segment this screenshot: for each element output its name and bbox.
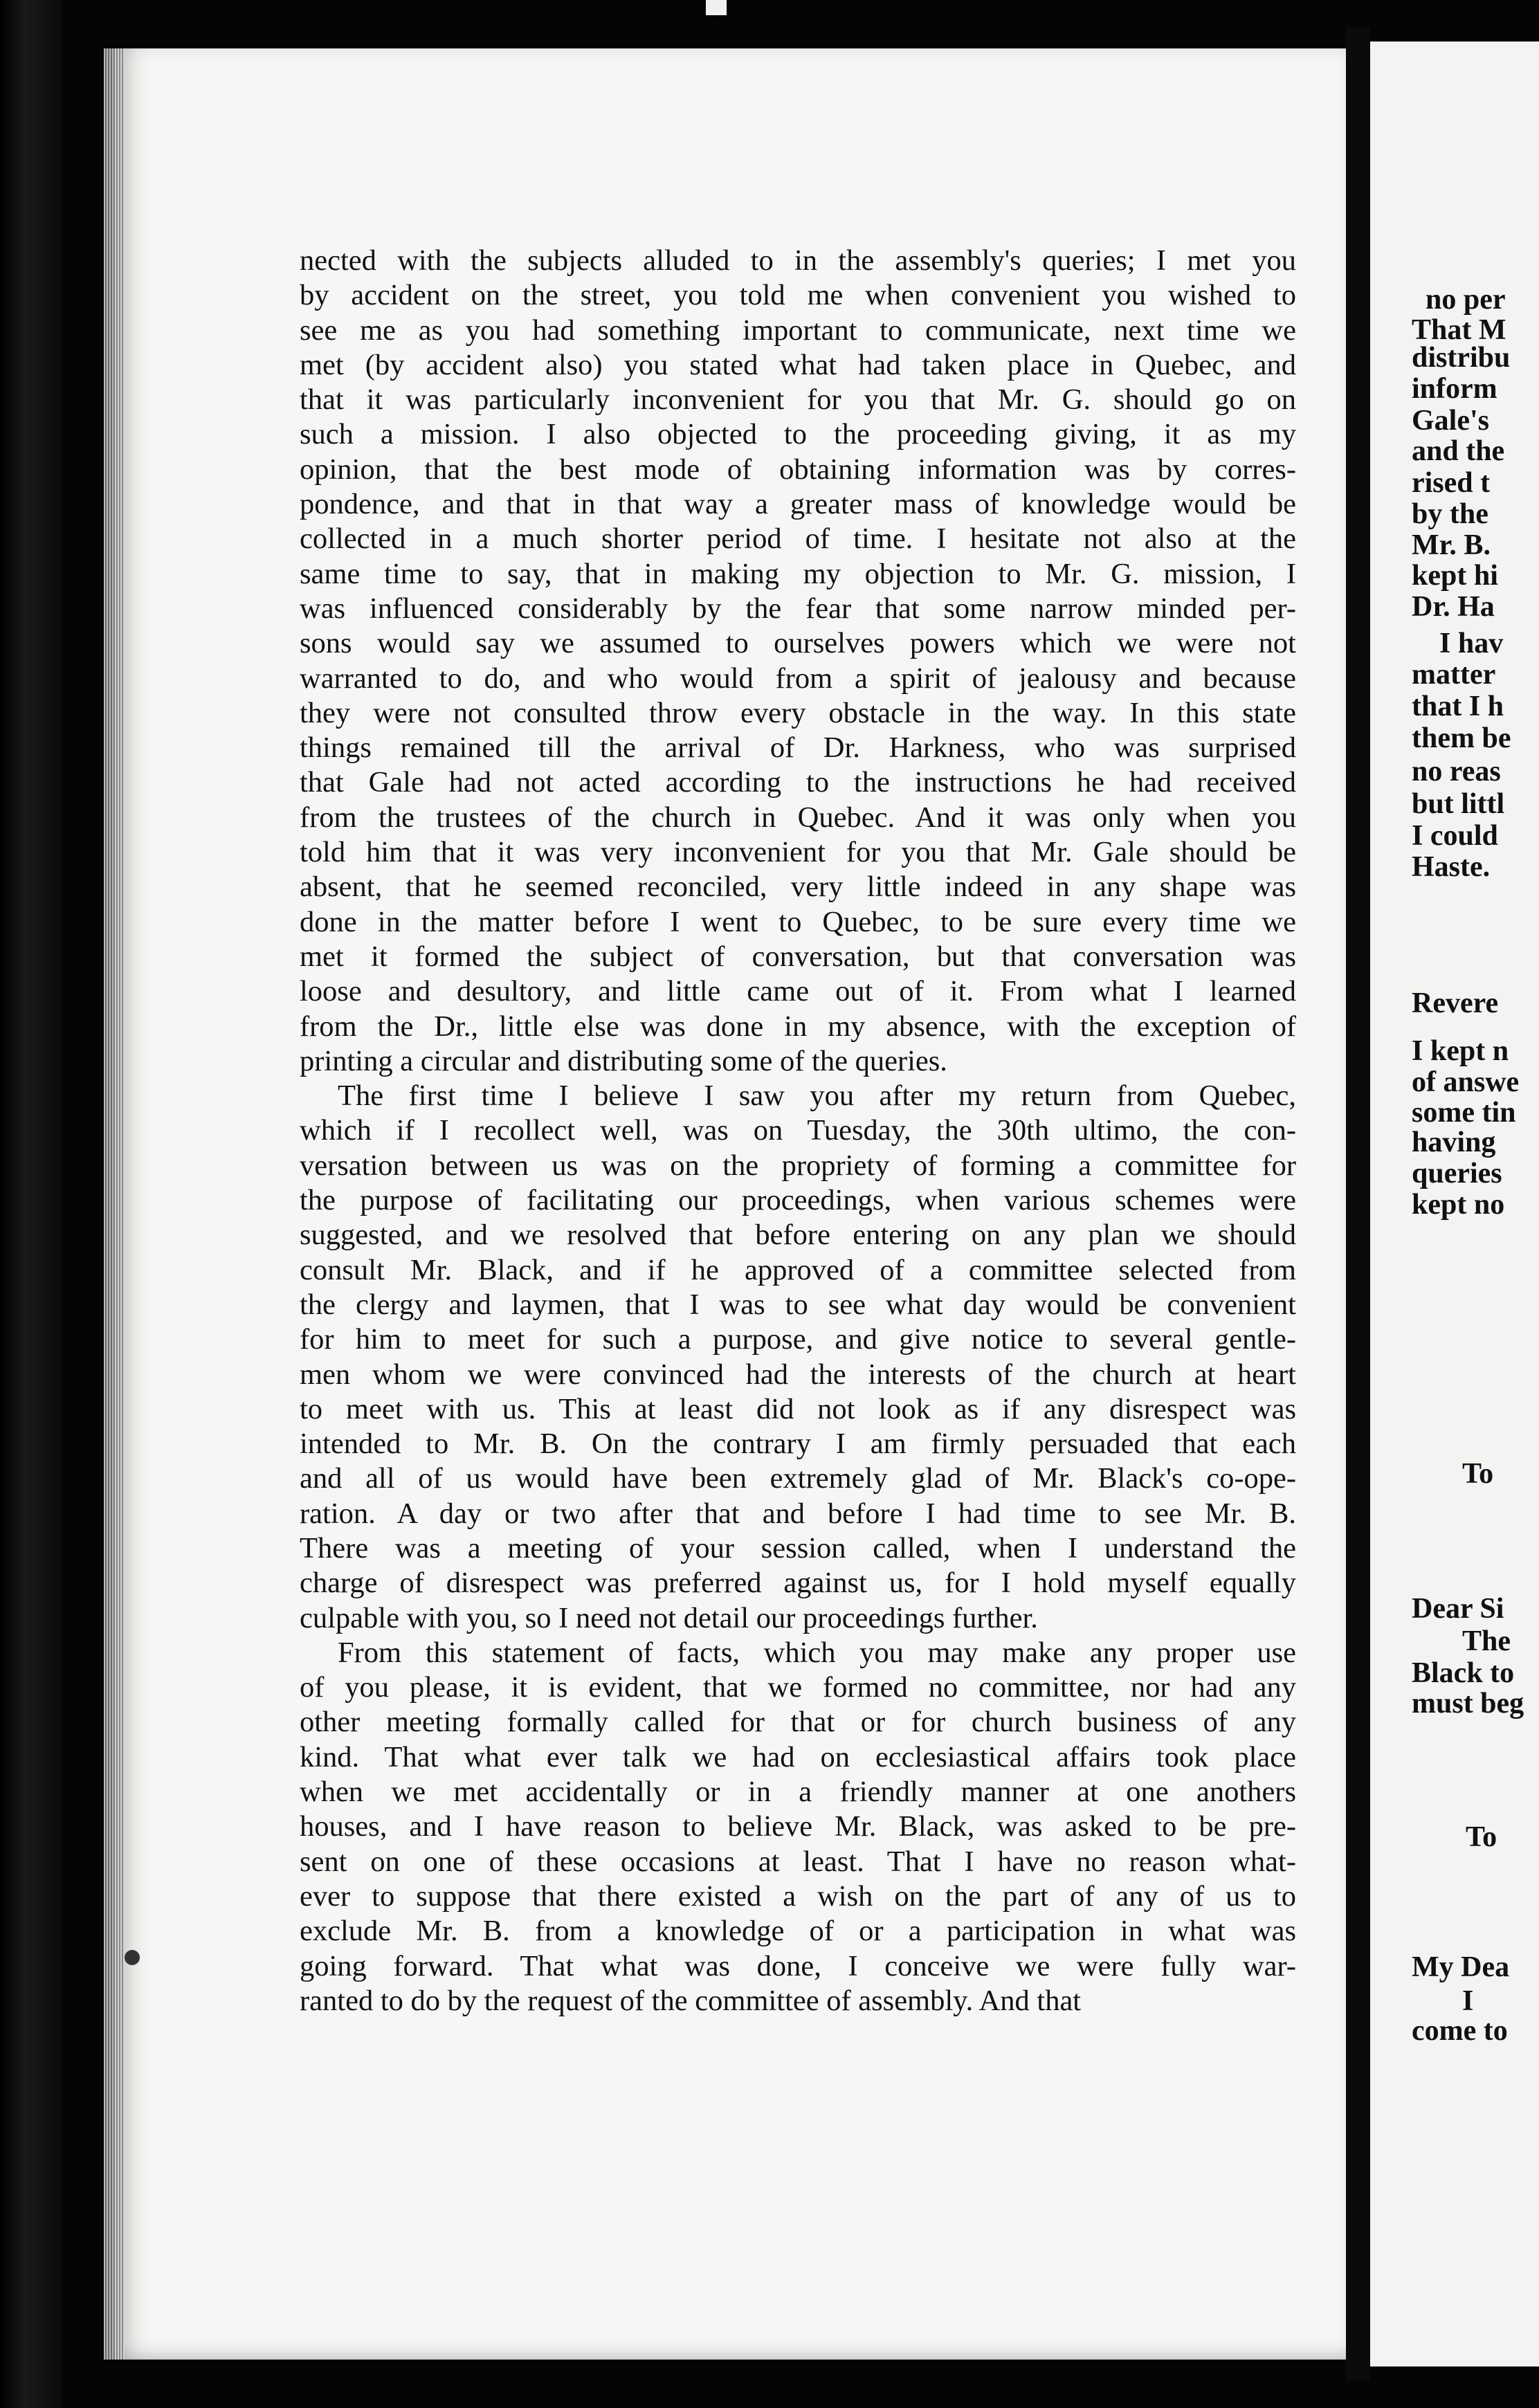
text-line: for him to meet for such a purpose, and give notice to several gentle- [300, 1323, 1296, 1356]
text-line: warranted to do, and who would from a spirit of jealousy and because [300, 662, 1296, 695]
scan-marker [706, 0, 727, 15]
text-line: houses, and I have reason to believe Mr. Black, was asked to be pre- [300, 1810, 1296, 1843]
right-page-fragment: queries [1412, 1158, 1502, 1189]
right-page-fragment: kept no [1412, 1189, 1505, 1221]
text-line: exclude Mr. B. from a knowledge of or a participation in what was [300, 1915, 1296, 1948]
right-page-fragment: Mr. B. [1412, 529, 1491, 561]
text-line: from the Dr., little else was done in my absence, with the exception of [300, 1010, 1296, 1043]
right-page-fragment: inform [1412, 373, 1497, 405]
right-page-fragment: I kept n [1412, 1035, 1509, 1067]
right-page-fragment: My Dea [1412, 1951, 1510, 1983]
right-page-fragment: Black to [1412, 1657, 1515, 1689]
text-line: other meeting formally called for that or for church business of any [300, 1706, 1296, 1739]
text-line: opinion, that the best mode of obtaining information was by corres- [300, 453, 1296, 486]
text-line: versation between us was on the propriety of forming a committee for [300, 1149, 1296, 1182]
left-page-edge [104, 48, 125, 2360]
text-line: ranted to do by the request of the committee of assembly. And that [300, 1984, 1082, 2017]
right-page-fragment: To [1462, 1458, 1494, 1490]
text-line: going forward. That what was done, I conceive we were fully war- [300, 1949, 1296, 1982]
text-line: the purpose of facilitating our proceedings, when various schemes were [300, 1184, 1296, 1217]
page-gutter [1346, 28, 1370, 2380]
text-line: and all of us would have been extremely glad of Mr. Black's co-ope- [300, 1462, 1296, 1495]
right-page-fragment: Haste. [1412, 851, 1491, 883]
text-line: from the trustees of the church in Quebec. And it was only when you [300, 801, 1296, 834]
text-line: sons would say we assumed to ourselves powers which we were not [300, 627, 1296, 660]
text-line: suggested, and we resolved that before entering on any plan we should [300, 1219, 1296, 1252]
right-page-fragment: and the [1412, 435, 1505, 467]
text-line: met (by accident also) you stated what had taken place in Quebec, and [300, 348, 1296, 381]
text-line: of you please, it is evident, that we formed no committee, nor had any [300, 1671, 1296, 1704]
right-page-fragment: but littl [1412, 788, 1505, 820]
text-line: that it was particularly inconvenient for you that Mr. G. should go on [300, 383, 1296, 417]
right-page-fragment: by the [1412, 498, 1488, 530]
book-spine [0, 0, 62, 2408]
right-page-fragment: That M [1412, 314, 1506, 346]
right-page-fragment: Dr. Ha [1412, 591, 1495, 623]
text-line: absent, that he seemed reconciled, very little indeed in any shape was [300, 870, 1296, 904]
right-page-fragment: come to [1412, 2015, 1508, 2047]
right-page-fragment: some tin [1412, 1097, 1516, 1129]
right-page-fragment: Dear Si [1412, 1593, 1504, 1625]
text-line: kind. That what ever talk we had on ecclesiastical affairs took place [300, 1740, 1296, 1773]
right-page-fragment: I could [1412, 820, 1498, 852]
text-line: by accident on the street, you told me when convenient you wished to [300, 279, 1296, 312]
text-line: to meet with us. This at least did not look as if any disrespect was [300, 1392, 1296, 1425]
right-page-fragment: of answe [1412, 1066, 1520, 1098]
right-page-fragment: having [1412, 1127, 1496, 1158]
text-line: when we met accidentally or in a friendly manner at one anothers [300, 1776, 1296, 1809]
text-line: men whom we were convinced had the interests of the church at heart [300, 1358, 1296, 1391]
text-line: was influenced considerably by the fear that some narrow minded per- [300, 592, 1296, 625]
right-page-fragment: kept hi [1412, 560, 1498, 592]
text-line: consult Mr. Black, and if he approved of a committee selected from [300, 1253, 1296, 1286]
text-line: such a mission. I also objected to the proceeding giving, it as my [300, 418, 1296, 451]
right-page-fragment: I hav [1439, 628, 1504, 659]
text-line: There was a meeting of your session called, when I understand the [300, 1531, 1296, 1565]
text-line: see me as you had something important to communicate, next time we [300, 313, 1296, 347]
text-line: From this statement of facts, which you may make any proper use [338, 1636, 1296, 1669]
right-page-fragment: no per [1426, 284, 1506, 316]
text-line: ever to suppose that there existed a wish on the part of any of us to [300, 1879, 1296, 1913]
right-page-fragment: distribu [1412, 342, 1511, 374]
text-line: The first time I believe I saw you after my return from Quebec, [338, 1079, 1296, 1113]
text-line: loose and desultory, and little came out of it. From what I learned [300, 975, 1296, 1008]
left-page-text [300, 244, 1296, 2018]
text-line: charge of disrespect was preferred against us, for I hold myself equally [300, 1567, 1296, 1600]
text-line: told him that it was very inconvenient for you that Mr. Gale should be [300, 836, 1296, 869]
text-line: sent on one of these occasions at least. That I have no reason what- [300, 1845, 1296, 1878]
text-line: culpable with you, so I need not detail our proceedings further. [300, 1601, 1038, 1634]
right-page-fragment: must beg [1412, 1688, 1524, 1720]
right-page-fragment: Revere [1412, 987, 1499, 1019]
text-line: things remained till the arrival of Dr. Harkness, who was surprised [300, 731, 1296, 765]
text-line: they were not consulted throw every obstacle in the way. In this state [300, 696, 1296, 729]
text-line: printing a circular and distributing some of the queries. [300, 1044, 947, 1077]
text-line: nected with the subjects alluded to in the assembly's queries; I met you [300, 244, 1296, 277]
text-line: intended to Mr. B. On the contrary I am firmly persuaded that each [300, 1428, 1296, 1461]
right-page-fragment: that I h [1412, 691, 1504, 722]
right-page-fragment: Gale's [1412, 405, 1489, 437]
right-page-fragment: them be [1412, 722, 1511, 754]
right-page-fragment: rised t [1412, 467, 1491, 499]
right-page-fragment: To [1466, 1821, 1497, 1853]
text-line: done in the matter before I went to Quebec, to be sure every time we [300, 905, 1296, 938]
text-line: met it formed the subject of conversation, but that conversation was [300, 940, 1296, 973]
text-line: pondence, and that in that way a greater mass of knowledge would be [300, 488, 1296, 521]
text-line: same time to say, that in making my objection to Mr. G. mission, I [300, 557, 1296, 590]
right-page-fragment: no reas [1412, 756, 1501, 787]
text-line: which if I recollect well, was on Tuesday, the 30th ultimo, the con- [300, 1114, 1296, 1147]
text-line: that Gale had not acted according to the instructions he had received [300, 766, 1296, 799]
text-line: ration. A day or two after that and before I had time to see Mr. B. [300, 1497, 1296, 1530]
right-page-fragment: The [1462, 1625, 1511, 1657]
text-line: collected in a much shorter period of time. I hesitate not also at the [300, 522, 1296, 556]
margin-mark [125, 1950, 140, 1965]
right-page-fragment: matter [1412, 659, 1496, 691]
text-line: the clergy and laymen, that I was to see what day would be convenient [300, 1288, 1296, 1321]
right-page-fragment: I [1462, 1985, 1474, 2017]
